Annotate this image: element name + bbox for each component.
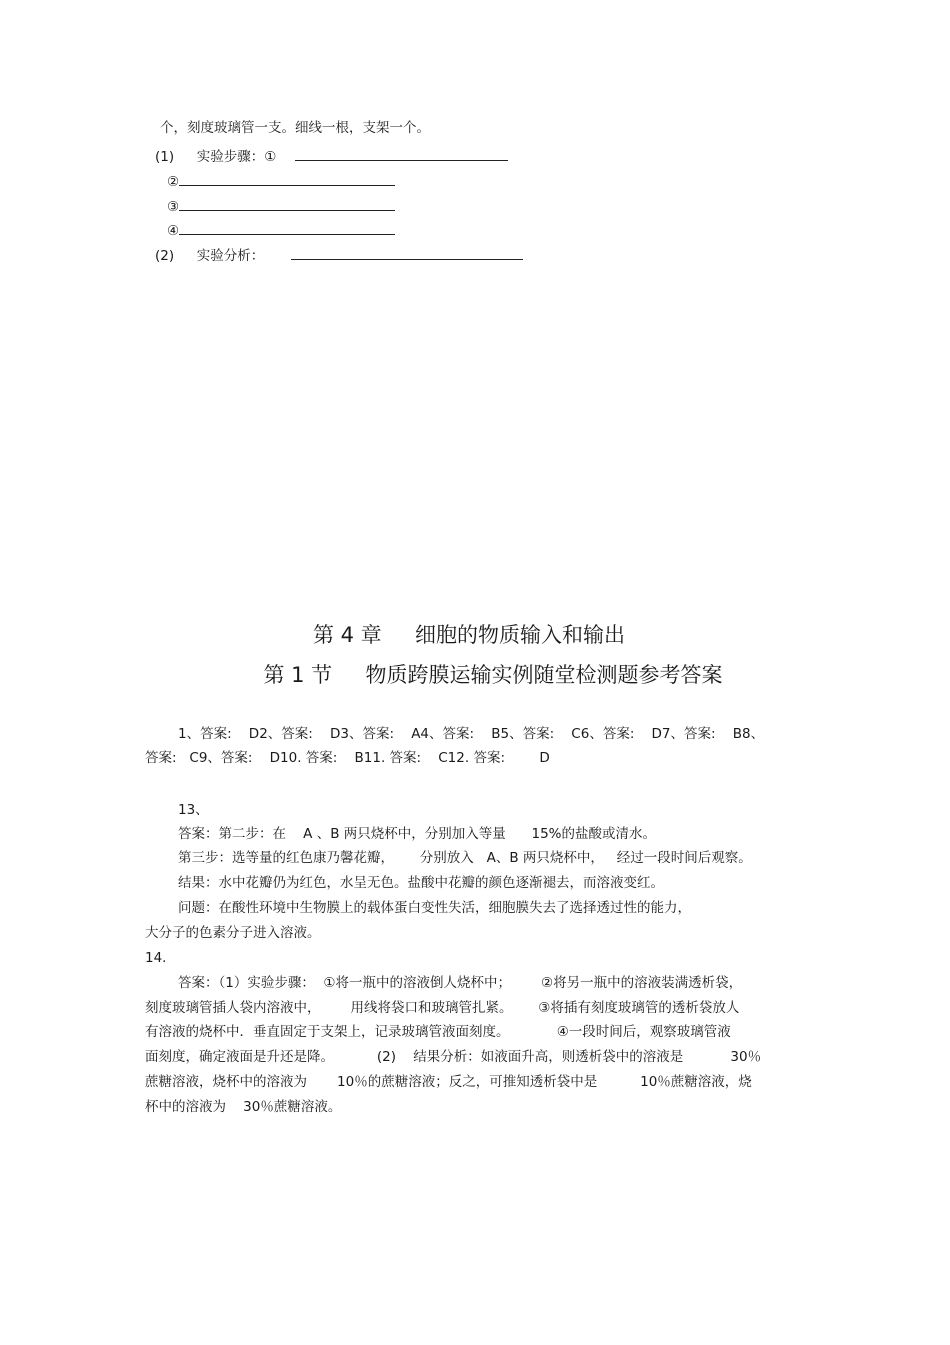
q14-answer-line: 杯中的溶液为 30％蔗糖溶液。 (145, 1099, 342, 1115)
section-title: 第 1 节 物质跨膜运输实例随堂检测题参考答案 (263, 663, 723, 687)
step-4-marker: ④ (167, 223, 180, 239)
answer-blank[interactable] (179, 220, 395, 235)
question-2-number: (2) (155, 248, 175, 264)
question-2-line (155, 245, 523, 265)
intro-line: 个，刻度玻璃管一支。细线一根，支架一个。 (160, 120, 430, 136)
chapter-title: 第 4 章 细胞的物质输入和输出 (312, 623, 626, 647)
answer-blank[interactable] (295, 146, 508, 161)
mc-answers-line-2: 答案: C9、答案: D10. 答案: B11. 答案: C12. 答案: D (145, 750, 550, 766)
q14-answer-line: 刻度玻璃管插人袋内溶液中， 用线将袋口和玻璃管扎紧。 ③将插有刻度玻璃管的透析袋放人 (145, 1000, 740, 1016)
q13-answer-line: 结果：水中花瓣仍为红色，水呈无色。盐酸中花瓣的颜色逐渐褪去，而溶液变红。 (178, 875, 664, 891)
q14-answer-line: 蔗糖溶液，烧杯中的溶液为 10％的蔗糖溶液；反之，可推知透析袋中是 10％蔗糖溶液，烧 (145, 1074, 752, 1090)
q14-number: 14. (145, 950, 167, 966)
q13-answer-line: 答案：第二步：在 A 、B 两只烧杯中，分别加入等量 15%的盐酸或清水。 (178, 826, 656, 842)
mc-answers-line-1: 1、答案: D2、答案: D3、答案: A4、答案: B5、答案: C6、答案: D7、答案: B8、 (178, 726, 765, 742)
question-2-label: 实验分析： (196, 248, 265, 264)
step-3-marker: ③ (167, 199, 180, 215)
question-1-label: 实验步骤：① (196, 149, 277, 165)
answer-blank[interactable] (179, 196, 395, 211)
step-3-line (167, 196, 395, 216)
q13-number: 13、 (178, 802, 209, 818)
q14-answer-line: 面刻度，确定液面是升还是降。 (2) 结果分析：如液面升高，则透析袋中的溶液是 30％ (145, 1049, 762, 1065)
answer-blank[interactable] (291, 245, 523, 260)
step-2-marker: ② (167, 174, 180, 190)
step-4-line (167, 220, 395, 240)
q14-answer-line: 有溶液的烧杯中．垂直固定于支架上，记录玻璃管液面刻度。 ④一段时间后，观察玻璃管液 (145, 1024, 731, 1040)
step-2-line (167, 171, 395, 191)
q13-answer-line: 第三步：选等量的红色康乃馨花瓣， 分别放入 A、B 两只烧杯中， 经过一段时间后观察。 (178, 850, 752, 866)
question-1-line (155, 146, 508, 166)
q13-answer-line: 大分子的色素分子进入溶液。 (145, 925, 321, 941)
q14-answer-line: 答案：（1）实验步骤： ①将一瓶中的溶液倒人烧杯中； ②将另一瓶中的溶液装满透析袋， (178, 975, 743, 991)
answer-blank[interactable] (179, 171, 395, 186)
q13-answer-line: 问题：在酸性环境中生物膜上的载体蛋白变性失活，细胞膜失去了选择透过性的能力， (178, 900, 691, 916)
question-1-number: (1) (155, 149, 175, 165)
